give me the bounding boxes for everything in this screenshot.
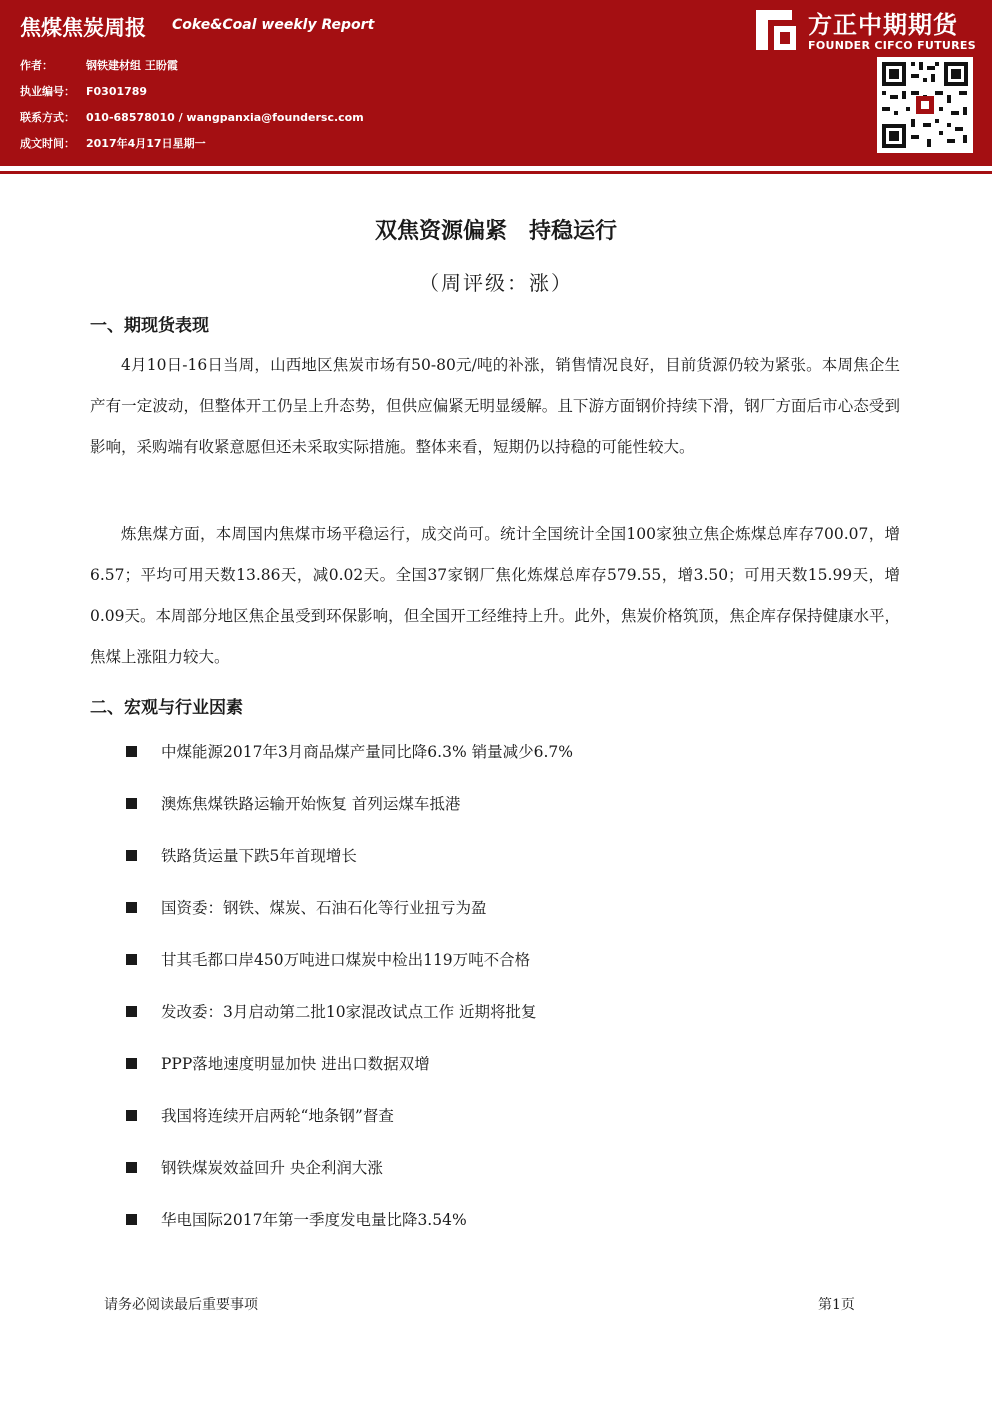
meta-label: 联系方式： [20,111,75,124]
meta-date [20,135,206,151]
news-bullet-list [126,740,573,1260]
list-item-text: 我国将连续开启两轮“地条钢”督查 [161,1107,394,1125]
meta-label: 成文时间： [20,137,75,150]
list-item [126,948,573,1000]
page-number: 第1页 [818,1297,855,1313]
footer-notice: 请务必阅读最后重要事项 [104,1297,258,1313]
list-item [126,844,573,896]
weekly-rating: （周评级：涨） [419,271,573,295]
list-item [126,1156,573,1208]
company-logo-en: FOUNDER CIFCO FUTURES [808,39,976,52]
square-bullet-icon [126,850,137,861]
meta-contact [20,109,364,125]
meta-author [20,57,178,73]
list-item-text: 铁路货运量下跌5年首现增长 [161,847,357,865]
square-bullet-icon [126,1214,137,1225]
square-bullet-icon [126,798,137,809]
company-logo-cn: 方正中期期货 [808,11,958,39]
meta-label: 执业编号： [20,85,75,98]
list-item-text: 甘其毛都口岸450万吨进口煤炭中检出119万吨不合格 [161,951,531,969]
list-item [126,1104,573,1156]
list-item [126,1000,573,1052]
list-item-text: 国资委：钢铁、煤炭、石油石化等行业扭亏为盈 [161,899,487,917]
list-item [126,1208,573,1260]
square-bullet-icon [126,1162,137,1173]
square-bullet-icon [126,902,137,913]
list-item-text: 澳炼焦煤铁路运输开始恢复 首列运煤车抵港 [161,795,461,813]
list-item [126,1052,573,1104]
report-title-cn: 焦煤焦炭周报 [20,16,146,40]
meta-value: F0301789 [86,85,148,98]
square-bullet-icon [126,1110,137,1121]
section-heading-macro: 二、宏观与行业因素 [90,698,243,718]
meta-value: 钢铁建材组 王盼霞 [86,59,178,72]
document-title: 双焦资源偏紧 持稳运行 [374,218,617,244]
section-heading-market: 一、期现货表现 [90,316,209,336]
list-item-text: 钢铁煤炭效益回升 央企利润大涨 [161,1159,383,1177]
list-item-text: 发改委：3月启动第二批10家混改试点工作 近期将批复 [161,1003,537,1021]
square-bullet-icon [126,746,137,757]
list-item-text: PPP落地速度明显加快 进出口数据双增 [161,1055,430,1073]
meta-value: 010-68578010 / wangpanxia@foundersc.com [86,111,364,124]
paragraph-coking-coal: 炼焦煤方面，本周国内焦煤市场平稳运行，成交尚可。统计全国统计全国100家独立焦企炼煤总库存700.07，增6.57；平均可用天数13.86天，减0.02天。全国37家钢厂焦化炼煤总库存579.55，增3.50；可用天数15.99天，增0.09天。本周部分地区焦企虽受到环保影响，但全国开工经维持上升。此外，焦炭价格筑顶，焦企库存保持健康水平，焦煤上涨阻力较大。 [90,525,900,666]
list-item-text: 华电国际2017年第一季度发电量比降3.54% [161,1211,467,1229]
square-bullet-icon [126,954,137,965]
founder-logo-icon [752,6,800,54]
square-bullet-icon [126,1058,137,1069]
report-title-en: Coke&Coal weekly Report [172,17,375,33]
square-bullet-icon [126,1006,137,1017]
meta-label: 作者： [20,59,53,72]
list-item-text: 中煤能源2017年3月商品煤产量同比降6.3% 销量减少6.7% [161,743,573,761]
list-item [126,896,573,948]
paragraph-coke-market: 4月10日-16日当周，山西地区焦炭市场有50-80元/吨的补涨，销售情况良好，目前货源仍较为紧张。本周焦企生产有一定波动，但整体开工仍呈上升态势，但供应偏紧无明显缓解。且下游方面钢价持续下滑，钢厂方面后市心态受到影响，采购端有收紧意愿但还未采取实际措施。整体来看，短期仍以持稳的可能性较大。 [90,356,900,456]
list-item [126,740,573,792]
meta-value: 2017年4月17日星期一 [86,137,206,150]
meta-license [20,83,147,99]
header-divider [0,171,992,174]
list-item [126,792,573,844]
qr-code-icon [877,57,973,153]
report-header [0,0,992,166]
